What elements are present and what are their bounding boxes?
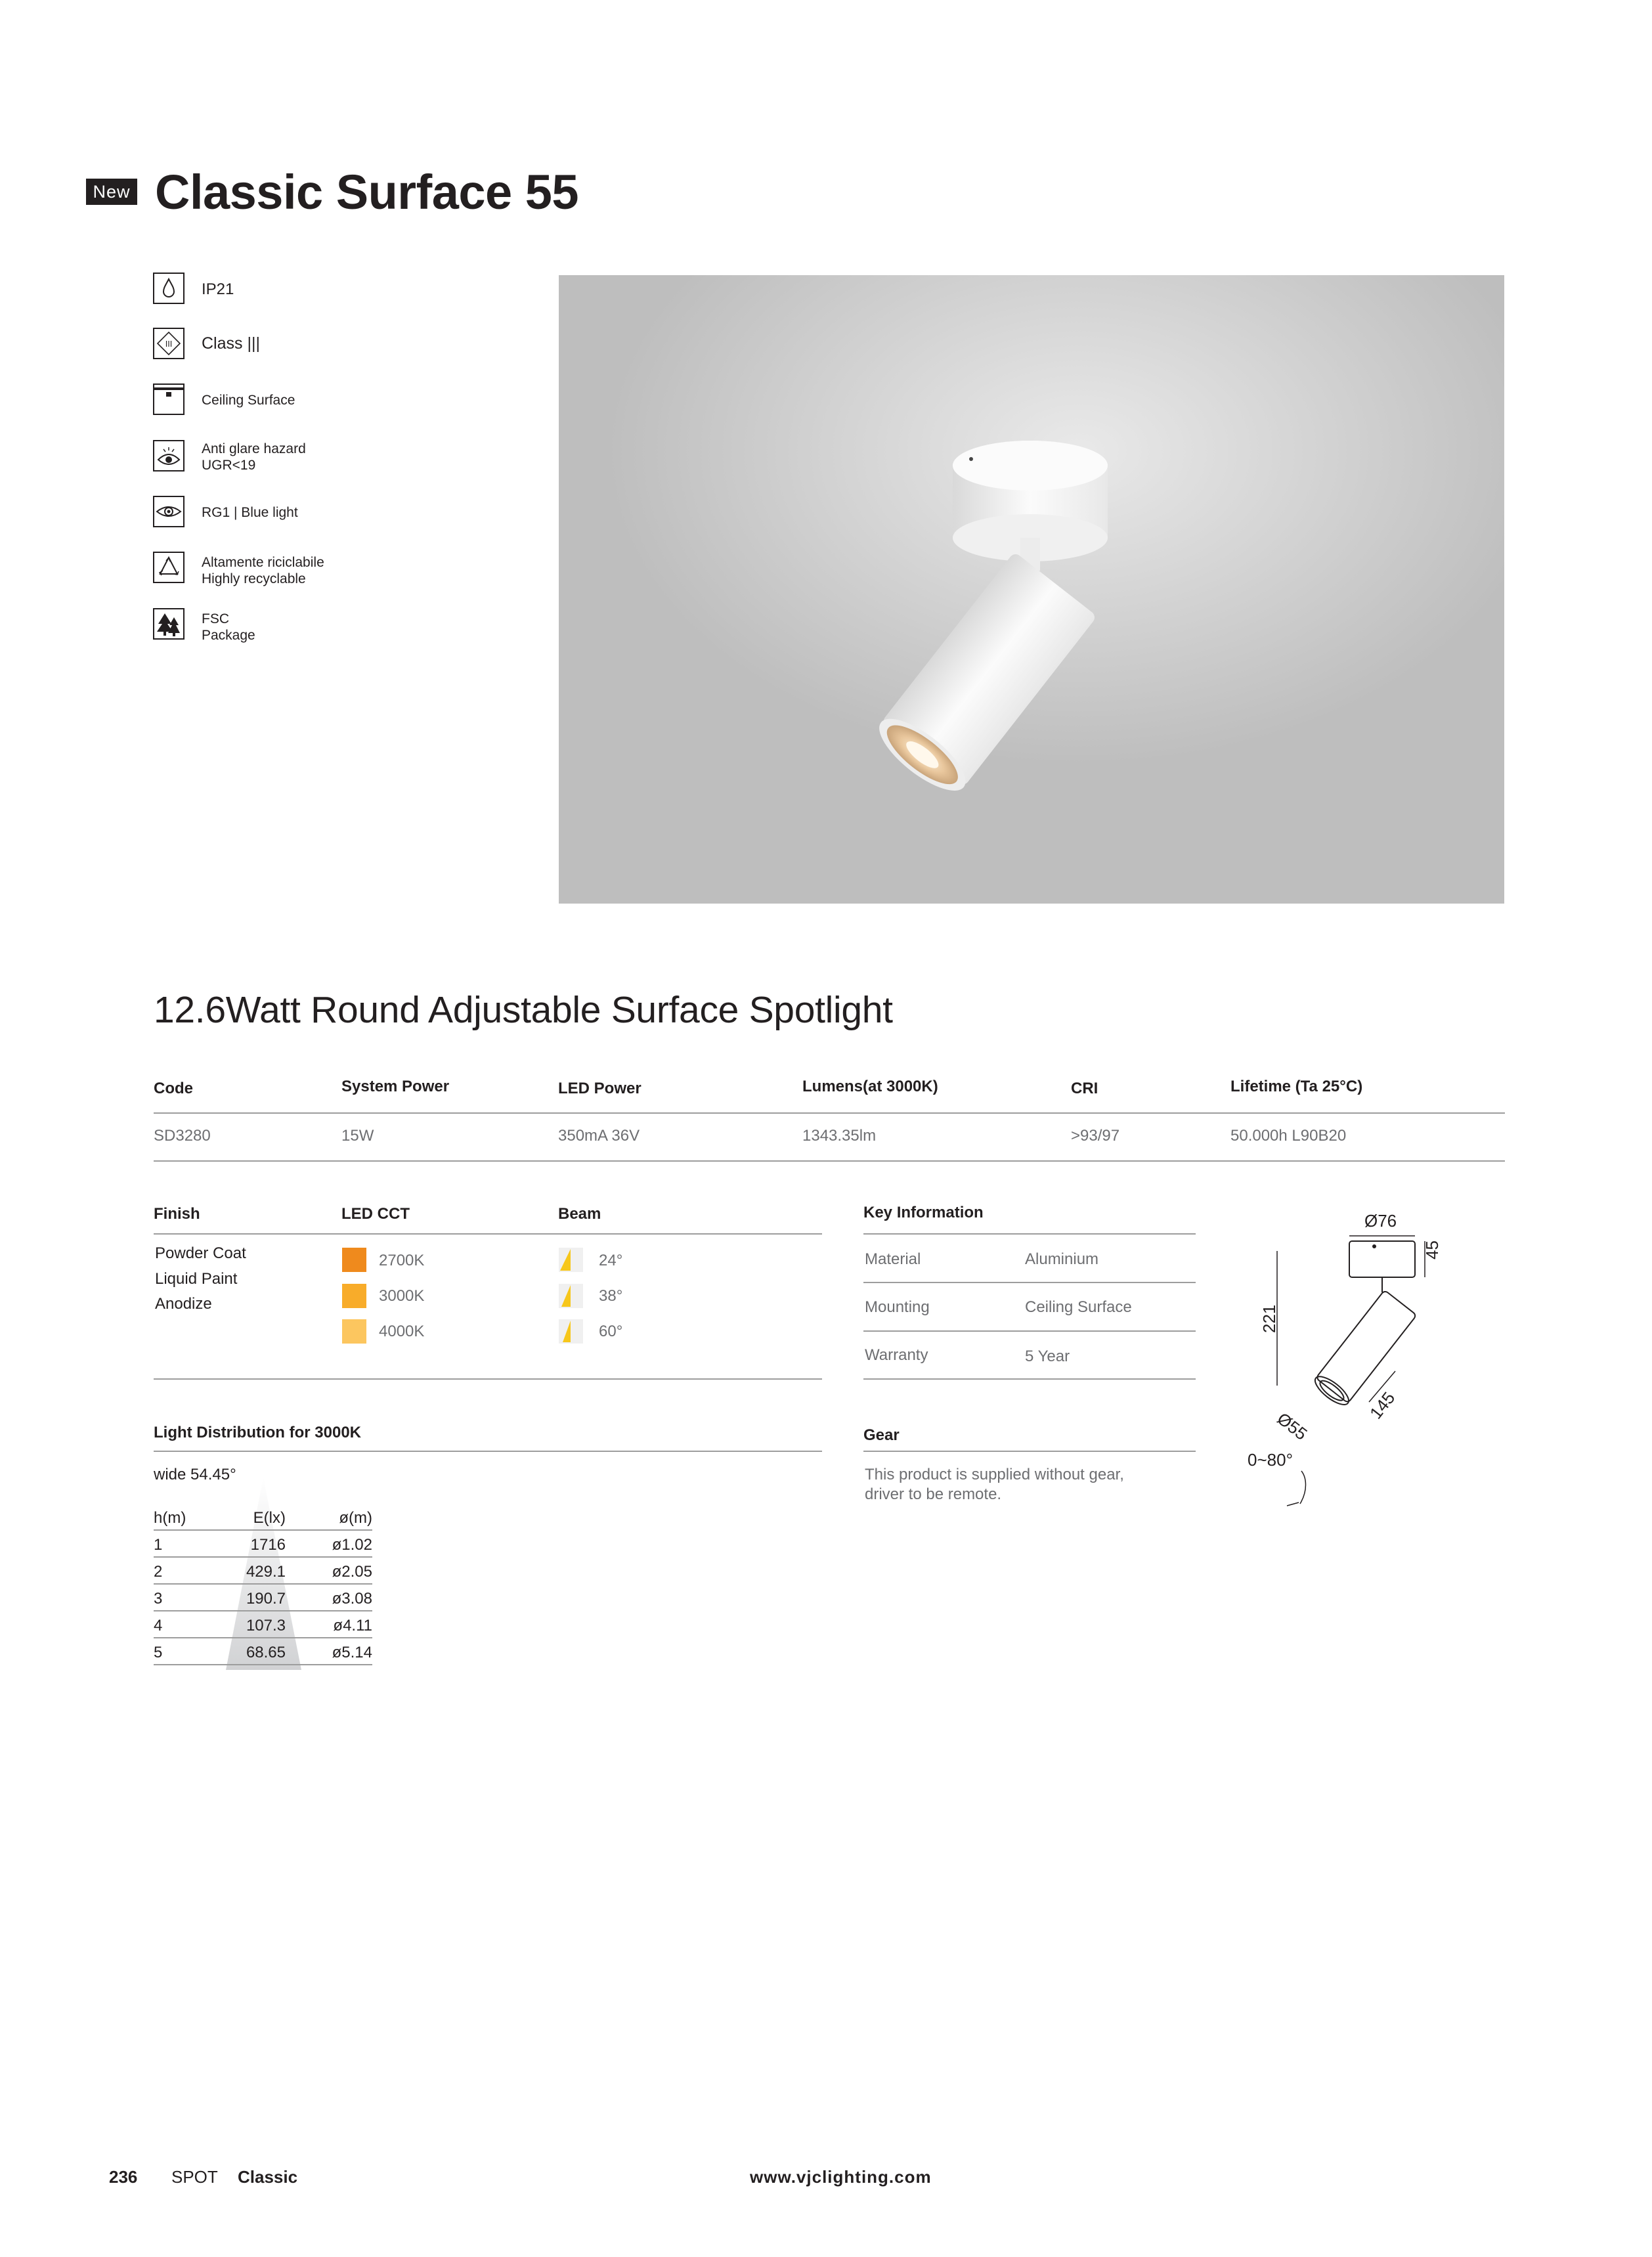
fsc-tree-icon bbox=[153, 608, 185, 640]
gear-text-line-2: driver to be remote. bbox=[865, 1485, 1002, 1503]
gear-header: Gear bbox=[863, 1426, 900, 1444]
cct-label-3000k: 3000K bbox=[379, 1287, 425, 1305]
footer-family: Classic bbox=[238, 2167, 298, 2187]
options-divider-top bbox=[154, 1233, 822, 1235]
product-subtitle: 12.6Watt Round Adjustable Surface Spotlight bbox=[154, 989, 893, 1031]
product-photo bbox=[559, 275, 1504, 904]
dim-diameter-76: Ø76 bbox=[1364, 1211, 1397, 1231]
finish-liquid-paint: Liquid Paint bbox=[155, 1270, 238, 1288]
spec-value-lifetime: 50.000h L90B20 bbox=[1230, 1127, 1347, 1145]
blue-light-eye-icon bbox=[153, 496, 185, 527]
ceiling-surface-icon bbox=[153, 383, 185, 415]
table-row: 1 1716 ø1.02 bbox=[154, 1531, 372, 1558]
svg-text:III: III bbox=[165, 340, 173, 349]
feature-ceiling: Ceiling Surface bbox=[202, 393, 295, 408]
spec-header-lumens: Lumens(at 3000K) bbox=[802, 1078, 938, 1095]
options-divider-bottom bbox=[154, 1378, 822, 1380]
feature-blue-light: RG1 | Blue light bbox=[202, 505, 298, 520]
cct-label-2700k: 2700K bbox=[379, 1252, 425, 1269]
table-row: 2 429.1 ø2.05 bbox=[154, 1558, 372, 1585]
spec-divider-top bbox=[154, 1112, 1505, 1114]
spec-header-system-power: System Power bbox=[341, 1078, 450, 1095]
footer-website: www.vjclighting.com bbox=[750, 2167, 932, 2187]
feature-ip21: IP21 bbox=[202, 280, 234, 298]
key-info-header: Key Information bbox=[863, 1204, 984, 1221]
anti-glare-eye-icon bbox=[153, 440, 185, 471]
beam-header: Beam bbox=[558, 1205, 601, 1223]
feature-fsc: FSC Package bbox=[202, 611, 255, 643]
key-info-divider-0 bbox=[863, 1233, 1196, 1235]
table-row: h(m) E(lx) ø(m) bbox=[154, 1504, 372, 1531]
key-info-material-label: Material bbox=[865, 1250, 921, 1268]
key-info-divider-1 bbox=[863, 1282, 1196, 1283]
key-info-material-value: Aluminium bbox=[1025, 1250, 1099, 1268]
gear-text-line-1: This product is supplied without gear, bbox=[865, 1466, 1124, 1483]
dim-diameter-55: Ø55 bbox=[1273, 1409, 1311, 1444]
key-info-divider-3 bbox=[863, 1378, 1196, 1380]
dim-height-221: 221 bbox=[1259, 1304, 1279, 1333]
light-distribution-beam-label: wide 54.45° bbox=[154, 1466, 236, 1483]
dim-length-145: 145 bbox=[1366, 1388, 1399, 1423]
new-badge: New bbox=[86, 179, 137, 205]
spec-value-led-power: 350mA 36V bbox=[558, 1127, 640, 1145]
dim-height-45: 45 bbox=[1422, 1240, 1442, 1260]
feature-recyclable: Altamente riciclabile Highly recyclable bbox=[202, 555, 324, 586]
water-drop-icon bbox=[153, 273, 185, 304]
finish-powder-coat: Powder Coat bbox=[155, 1244, 246, 1262]
light-distribution-divider bbox=[154, 1451, 822, 1452]
spec-value-system-power: 15W bbox=[341, 1127, 374, 1145]
beam-60-icon bbox=[559, 1319, 583, 1344]
key-info-mounting-label: Mounting bbox=[865, 1298, 930, 1316]
beam-label-38: 38° bbox=[599, 1287, 623, 1305]
beam-label-24: 24° bbox=[599, 1252, 623, 1269]
cct-header: LED CCT bbox=[341, 1205, 410, 1223]
key-info-mounting-value: Ceiling Surface bbox=[1025, 1298, 1132, 1316]
feature-class: Class ||| bbox=[202, 334, 260, 353]
page-title: Classic Surface 55 bbox=[155, 165, 579, 219]
key-info-divider-2 bbox=[863, 1330, 1196, 1332]
spec-header-lifetime: Lifetime (Ta 25°C) bbox=[1230, 1078, 1363, 1095]
spec-value-cri: >93/97 bbox=[1071, 1127, 1120, 1145]
spec-header-cri: CRI bbox=[1071, 1080, 1098, 1097]
beam-24-icon bbox=[559, 1248, 583, 1272]
beam-38-icon bbox=[559, 1284, 583, 1308]
gear-divider bbox=[863, 1451, 1196, 1452]
light-distribution-title: Light Distribution for 3000K bbox=[154, 1424, 362, 1441]
cct-label-4000k: 4000K bbox=[379, 1323, 425, 1340]
cct-swatch-3000k bbox=[342, 1284, 366, 1308]
key-info-warranty-label: Warranty bbox=[865, 1346, 928, 1364]
cct-swatch-2700k bbox=[342, 1248, 366, 1272]
class-three-icon bbox=[153, 328, 185, 359]
dim-tilt-angle: 0~80° bbox=[1248, 1450, 1293, 1470]
spec-header-code: Code bbox=[154, 1080, 193, 1097]
table-row: 4 107.3 ø4.11 bbox=[154, 1611, 372, 1638]
feature-anti-glare: Anti glare hazard UGR<19 bbox=[202, 441, 306, 473]
recycle-icon bbox=[153, 552, 185, 583]
spec-divider-bottom bbox=[154, 1160, 1505, 1162]
spec-header-led-power: LED Power bbox=[558, 1080, 641, 1097]
finish-header: Finish bbox=[154, 1205, 200, 1223]
table-row: 3 190.7 ø3.08 bbox=[154, 1585, 372, 1611]
footer-section: SPOT bbox=[171, 2167, 218, 2187]
spec-value-lumens: 1343.35lm bbox=[802, 1127, 877, 1145]
key-info-warranty-value: 5 Year bbox=[1025, 1348, 1070, 1365]
cct-swatch-4000k bbox=[342, 1319, 366, 1344]
beam-label-60: 60° bbox=[599, 1323, 623, 1340]
table-row: 5 68.65 ø5.14 bbox=[154, 1638, 372, 1665]
finish-anodize: Anodize bbox=[155, 1295, 212, 1313]
spec-value-code: SD3280 bbox=[154, 1127, 211, 1145]
page-number: 236 bbox=[109, 2167, 138, 2187]
dimension-drawing bbox=[1248, 1202, 1464, 1517]
